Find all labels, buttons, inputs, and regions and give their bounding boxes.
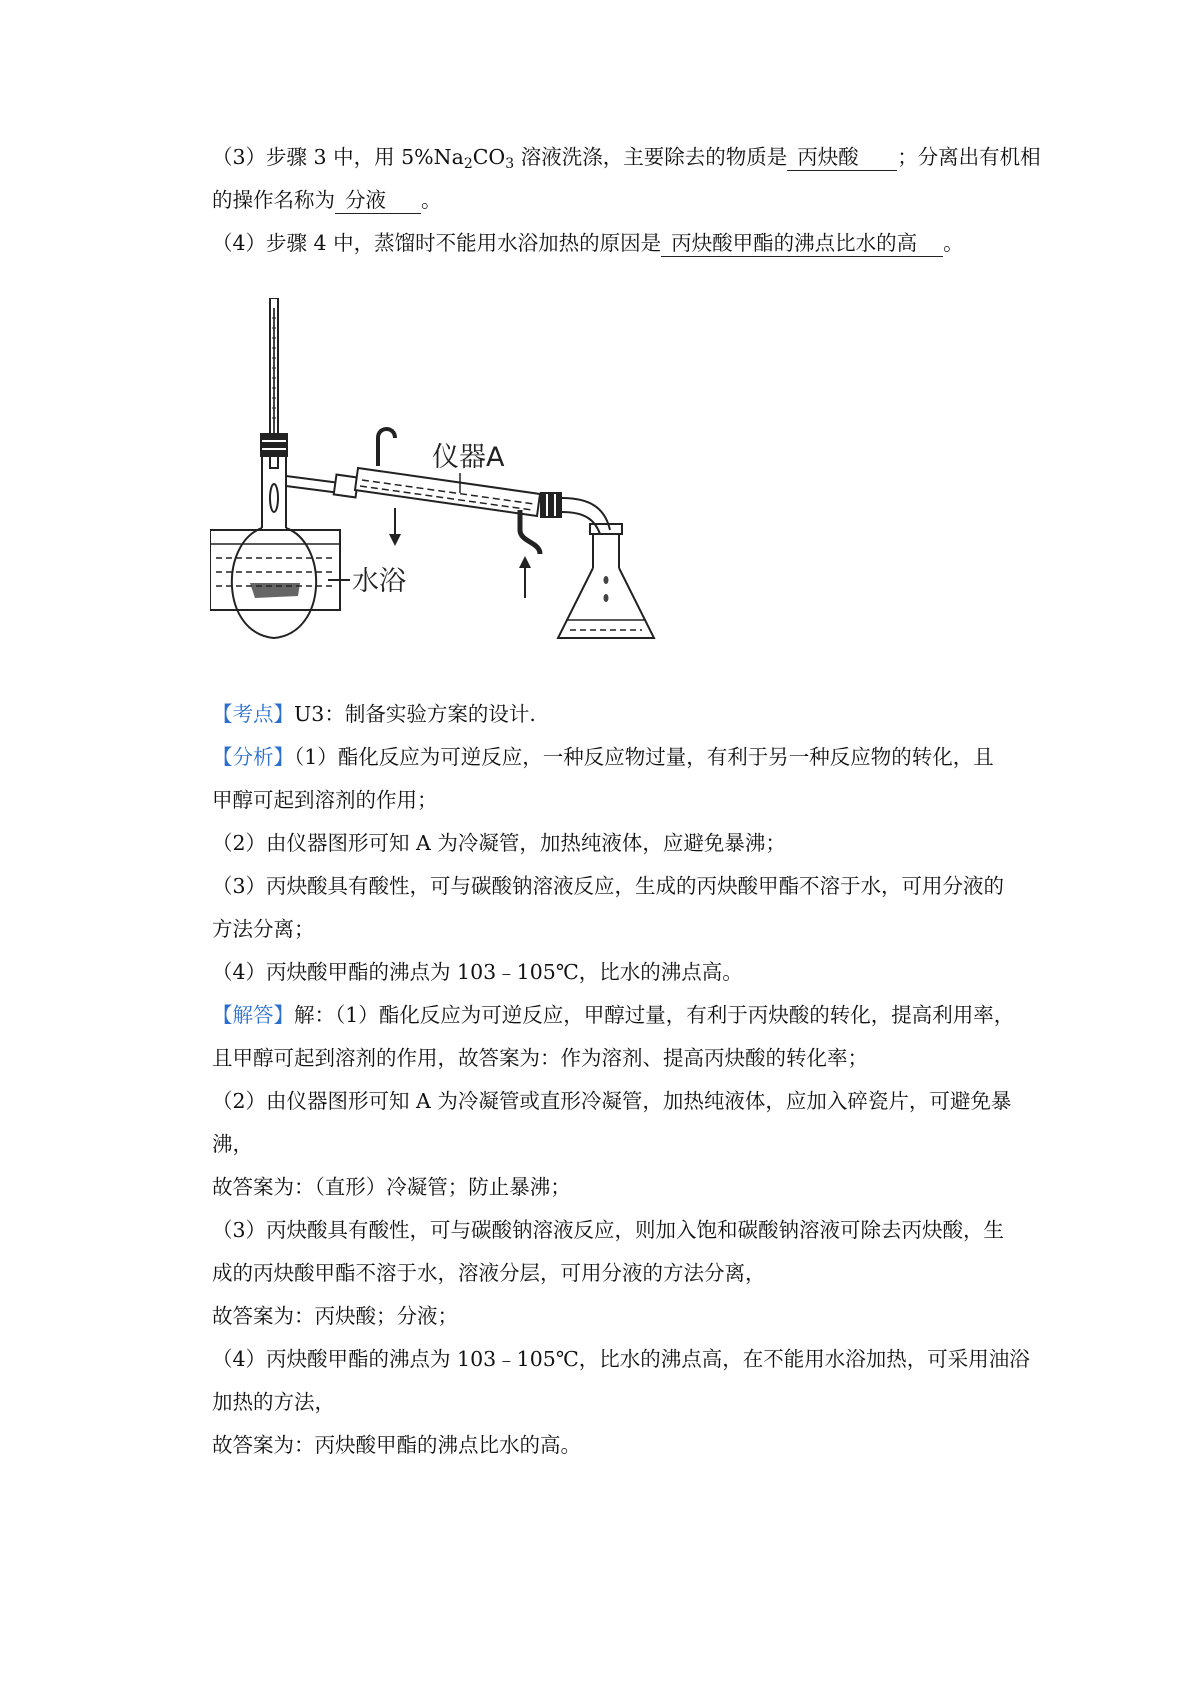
fenxi-line6: （4）丙炔酸甲酯的沸点为 103﹣105℃，比水的沸点高。 <box>212 960 743 984</box>
kaodian-text: U3：制备实验方案的设计. <box>294 702 536 726</box>
q3-line1 <box>212 143 1041 171</box>
q3-answer2: 分液 <box>335 187 421 214</box>
jieda-line4: 沸， <box>212 1132 253 1156</box>
jieda-line2: 且甲醇可起到溶剂的作用，故答案为：作为溶剂、提高丙炔酸的转化率； <box>212 1046 868 1070</box>
fenxi-line1 <box>212 743 994 771</box>
label-instrument-a: 仪器A <box>432 442 505 473</box>
q3-subscript-3: 3 <box>505 156 515 172</box>
fenxi-tag: 【分析】 <box>212 745 294 769</box>
jieda-line11: 故答案为：丙炔酸甲酯的沸点比水的高。 <box>212 1433 581 1457</box>
kaodian-tag: 【考点】 <box>212 702 294 726</box>
q3-mid: 溶液洗涤，主要除去的物质是 <box>514 145 788 169</box>
q3-answer1: 丙炔酸 <box>787 144 897 171</box>
fenxi-line5: 方法分离； <box>212 917 315 941</box>
jieda-line6: （3）丙炔酸具有酸性，可与碳酸钠溶液反应，则加入饱和碳酸钠溶液可除去丙炔酸，生 <box>212 1218 1005 1242</box>
q4-line <box>212 229 964 257</box>
fenxi-line3: （2）由仪器图形可知 A 为冷凝管，加热纯液体，应避免暴沸； <box>212 831 786 855</box>
jieda-line5: 故答案为：（直形）冷凝管；防止暴沸； <box>212 1175 571 1199</box>
jieda-line10: 加热的方法， <box>212 1390 335 1414</box>
q3-co: CO <box>472 145 506 169</box>
water-bath <box>210 530 340 610</box>
q4-prefix: （4）步骤 4 中，蒸馏时不能用水浴加热的原因是 <box>212 231 662 255</box>
q3-after1: ；分离出有机相 <box>897 145 1041 169</box>
q4-answer: 丙炔酸甲酯的沸点比水的高 <box>661 230 943 257</box>
rubber-stopper <box>260 433 288 457</box>
q3-line2-prefix: 的操作名称为 <box>212 188 335 212</box>
q4-suffix: 。 <box>943 231 964 255</box>
fenxi-text1: （1）酯化反应为可逆反应，一种反应物过量，有利于另一种反应物的转化，且 <box>294 745 994 769</box>
jieda-line3: （2）由仪器图形可知 A 为冷凝管或直形冷凝管，加热纯液体，应加入碎瓷片，可避免暴 <box>212 1089 1012 1113</box>
fenxi-line2: 甲醇可起到溶剂的作用； <box>212 788 438 812</box>
jieda-line9: （4）丙炔酸甲酯的沸点为 103﹣105℃，比水的沸点高，在不能用水浴加热，可采用油浴 <box>212 1347 1030 1371</box>
jieda-text1: 解：（1）酯化反应为可逆反应，甲醇过量，有利于丙炔酸的转化，提高利用率， <box>294 1003 1015 1027</box>
fenxi-line4: （3）丙炔酸具有酸性，可与碳酸钠溶液反应，生成的丙炔酸甲酯不溶于水，可用分液的 <box>212 874 1005 898</box>
jieda-line7: 成的丙炔酸甲酯不溶于水，溶液分层，可用分液的方法分离， <box>212 1261 766 1285</box>
q3-prefix: （3）步骤 3 中，用 5%Na <box>212 145 464 169</box>
q3-subscript-2: 2 <box>463 156 473 172</box>
adapter-stopper <box>540 492 562 518</box>
label-water-bath: 水浴 <box>352 566 406 597</box>
jieda-tag: 【解答】 <box>212 1003 294 1027</box>
water-in-arrow <box>519 556 531 598</box>
jieda-line1 <box>212 1001 1014 1029</box>
distillation-apparatus-diagram <box>210 298 690 698</box>
jieda-line8: 故答案为：丙炔酸；分液； <box>212 1304 458 1328</box>
kaodian-line <box>212 700 536 728</box>
q3-line2-suffix: 。 <box>421 188 442 212</box>
q3-line2 <box>212 186 442 214</box>
receiving-flask <box>558 524 654 638</box>
water-out-arrow <box>389 508 401 546</box>
